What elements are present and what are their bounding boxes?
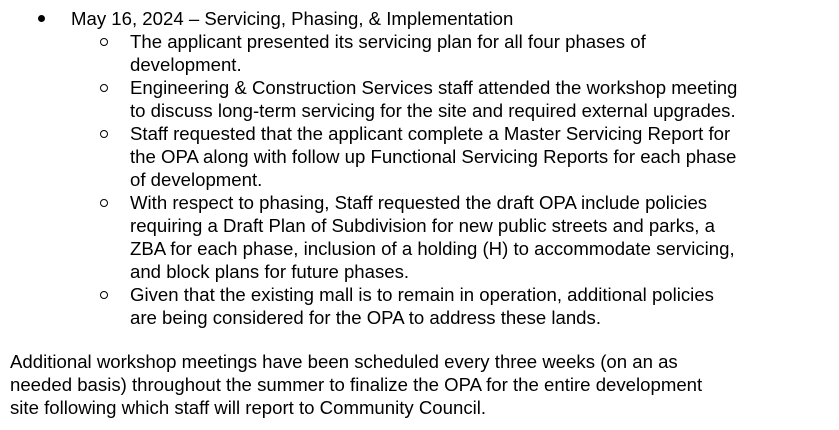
list-item-line: of development. [130,169,263,190]
meeting-heading: May 16, 2024 – Servicing, Phasing, & Implementation [71,8,514,29]
list-item-line: and block plans for future phases. [130,261,410,282]
paragraph-line: site following which staff will report to Community Council. [10,397,487,418]
bullet-circle-icon [100,84,108,92]
list-item-line: are being considered for the OPA to address these lands. [130,307,601,328]
list-item-line: requiring a Draft Plan of Subdivision for new public streets and parks, a [130,215,715,236]
list-item [0,122,839,191]
bullet-circle-icon [100,199,108,207]
list-item-line: With respect to phasing, Staff requested the draft OPA include policies [130,192,708,213]
paragraph-line: needed basis) throughout the summer to finalize the OPA for the entire development [10,374,703,395]
list-item-line: Staff requested that the applicant complete a Master Servicing Report for [130,123,731,144]
list-item [0,30,839,76]
list-item-line: to discuss long-term servicing for the site and required external upgrades. [130,100,736,121]
list-item-line: Given that the existing mall is to remain in operation, additional policies [130,284,714,305]
document-body [0,7,839,329]
bullet-circle-icon [100,291,108,299]
closing-paragraph [10,350,830,419]
list-item-line: The applicant presented its servicing plan for all four phases of [130,31,646,52]
list-item [0,191,839,283]
list-item-line: Engineering & Construction Services staff attended the workshop meeting [130,77,738,98]
meeting-notes-list [0,30,839,329]
list-item-line: the OPA along with follow up Functional Servicing Reports for each phase [130,146,737,167]
list-item-line: development. [130,54,242,75]
list-item-line: ZBA for each phase, inclusion of a holding (H) to accommodate servicing, [130,238,735,259]
bullet-circle-icon [100,38,108,46]
bullet-disc-icon [38,15,45,22]
meeting-entry [0,7,839,30]
list-item [0,76,839,122]
bullet-circle-icon [100,130,108,138]
paragraph-line: Additional workshop meetings have been scheduled every three weeks (on an as [10,351,678,372]
list-item [0,283,839,329]
